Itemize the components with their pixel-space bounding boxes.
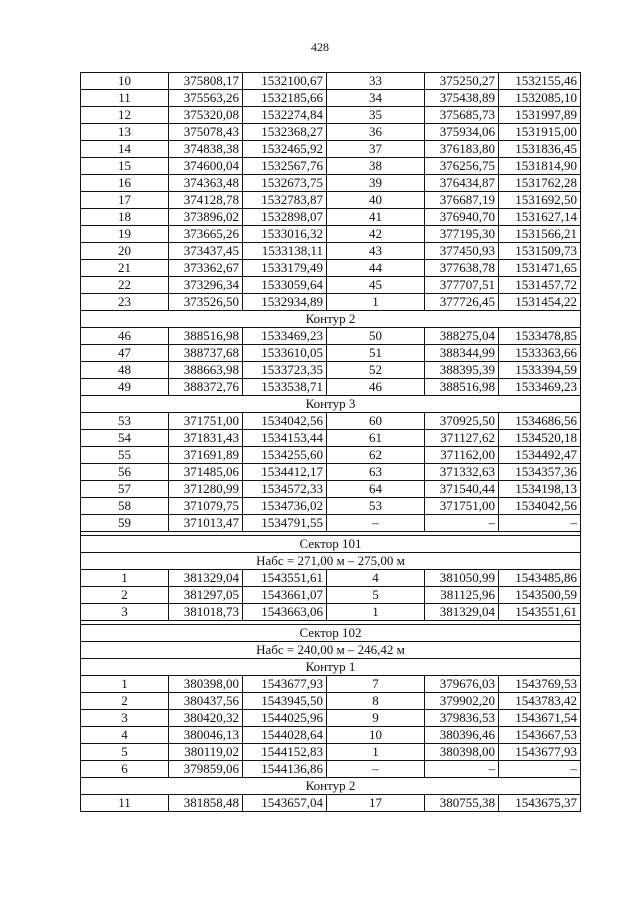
- y-coordinate-cell: 1543551,61: [243, 570, 327, 587]
- point-number-cell: 44: [327, 260, 425, 277]
- y-coordinate-cell: 1544025,96: [243, 710, 327, 727]
- point-number-cell: 55: [81, 447, 169, 464]
- x-coordinate-cell: 380119,02: [169, 744, 243, 761]
- x-coordinate-cell: 377638,78: [425, 260, 499, 277]
- x-coordinate-cell: 381329,04: [425, 604, 499, 621]
- table-row: [81, 209, 581, 226]
- point-number-cell: 5: [327, 587, 425, 604]
- x-coordinate-cell: 374128,78: [169, 192, 243, 209]
- point-number-cell: 18: [81, 209, 169, 226]
- point-number-cell: 60: [327, 413, 425, 430]
- x-coordinate-cell: 373296,34: [169, 277, 243, 294]
- point-number-cell: 64: [327, 481, 425, 498]
- x-coordinate-cell: 381018,73: [169, 604, 243, 621]
- y-coordinate-cell: 1543769,53: [499, 676, 581, 693]
- x-coordinate-cell: 388344,99: [425, 345, 499, 362]
- point-number-cell: 16: [81, 175, 169, 192]
- table-row: [81, 604, 581, 621]
- x-coordinate-cell: 377450,93: [425, 243, 499, 260]
- x-coordinate-cell: 380420,32: [169, 710, 243, 727]
- x-coordinate-cell: 373437,45: [169, 243, 243, 260]
- point-number-cell: 48: [81, 362, 169, 379]
- x-coordinate-cell: –: [425, 515, 499, 532]
- table-row: [81, 379, 581, 396]
- section-header: Сектор 101: [81, 536, 581, 553]
- y-coordinate-cell: 1533394,59: [499, 362, 581, 379]
- y-coordinate-cell: 1533610,05: [243, 345, 327, 362]
- y-coordinate-cell: 1534153,44: [243, 430, 327, 447]
- point-number-cell: 1: [81, 570, 169, 587]
- x-coordinate-cell: 375438,89: [425, 90, 499, 107]
- point-number-cell: 61: [327, 430, 425, 447]
- point-number-cell: 39: [327, 175, 425, 192]
- y-coordinate-cell: 1532673,75: [243, 175, 327, 192]
- section-header: Контур 2: [81, 311, 581, 328]
- point-number-cell: 1: [327, 744, 425, 761]
- point-number-cell: 8: [327, 693, 425, 710]
- table-row: [81, 570, 581, 587]
- x-coordinate-cell: 371162,00: [425, 447, 499, 464]
- x-coordinate-cell: 375320,08: [169, 107, 243, 124]
- point-number-cell: 11: [81, 90, 169, 107]
- y-coordinate-cell: 1533478,85: [499, 328, 581, 345]
- y-coordinate-cell: 1534520,18: [499, 430, 581, 447]
- y-coordinate-cell: 1543667,53: [499, 727, 581, 744]
- point-number-cell: 49: [81, 379, 169, 396]
- table-row: [81, 345, 581, 362]
- y-coordinate-cell: 1532155,46: [499, 73, 581, 90]
- y-coordinate-cell: 1534255,60: [243, 447, 327, 464]
- x-coordinate-cell: 373665,26: [169, 226, 243, 243]
- x-coordinate-cell: 371013,47: [169, 515, 243, 532]
- y-coordinate-cell: 1532567,76: [243, 158, 327, 175]
- table-row: [81, 73, 581, 90]
- table-row: [81, 260, 581, 277]
- y-coordinate-cell: 1543485,86: [499, 570, 581, 587]
- y-coordinate-cell: 1533723,35: [243, 362, 327, 379]
- x-coordinate-cell: 388516,98: [425, 379, 499, 396]
- table-row: [81, 175, 581, 192]
- y-coordinate-cell: –: [499, 761, 581, 778]
- y-coordinate-cell: 1531836,45: [499, 141, 581, 158]
- point-number-cell: 17: [81, 192, 169, 209]
- point-number-cell: –: [327, 515, 425, 532]
- x-coordinate-cell: 380398,00: [425, 744, 499, 761]
- y-coordinate-cell: 1533538,71: [243, 379, 327, 396]
- point-number-cell: 50: [327, 328, 425, 345]
- x-coordinate-cell: 371751,00: [425, 498, 499, 515]
- y-coordinate-cell: 1534686,56: [499, 413, 581, 430]
- point-number-cell: –: [327, 761, 425, 778]
- y-coordinate-cell: 1534042,56: [499, 498, 581, 515]
- section-header-row: [81, 659, 581, 676]
- y-coordinate-cell: 1543657,04: [243, 795, 327, 812]
- x-coordinate-cell: 379836,53: [425, 710, 499, 727]
- y-coordinate-cell: 1533059,64: [243, 277, 327, 294]
- section-header-row: [81, 778, 581, 795]
- y-coordinate-cell: 1534736,02: [243, 498, 327, 515]
- point-number-cell: 51: [327, 345, 425, 362]
- y-coordinate-cell: 1534412,17: [243, 464, 327, 481]
- x-coordinate-cell: 374363,48: [169, 175, 243, 192]
- x-coordinate-cell: 373526,50: [169, 294, 243, 311]
- point-number-cell: 43: [327, 243, 425, 260]
- y-coordinate-cell: 1543677,93: [243, 676, 327, 693]
- table-row: [81, 481, 581, 498]
- y-coordinate-cell: 1532368,27: [243, 124, 327, 141]
- x-coordinate-cell: 380437,56: [169, 693, 243, 710]
- table-row: [81, 727, 581, 744]
- y-coordinate-cell: 1544152,83: [243, 744, 327, 761]
- table-row: [81, 761, 581, 778]
- x-coordinate-cell: 380398,00: [169, 676, 243, 693]
- point-number-cell: 4: [81, 727, 169, 744]
- x-coordinate-cell: 376434,87: [425, 175, 499, 192]
- y-coordinate-cell: 1531509,73: [499, 243, 581, 260]
- x-coordinate-cell: 370925,50: [425, 413, 499, 430]
- point-number-cell: 11: [81, 795, 169, 812]
- x-coordinate-cell: 376687,19: [425, 192, 499, 209]
- point-number-cell: 56: [81, 464, 169, 481]
- point-number-cell: 42: [327, 226, 425, 243]
- x-coordinate-cell: 376940,70: [425, 209, 499, 226]
- x-coordinate-cell: 388663,98: [169, 362, 243, 379]
- x-coordinate-cell: 375808,17: [169, 73, 243, 90]
- y-coordinate-cell: 1532100,67: [243, 73, 327, 90]
- x-coordinate-cell: 388395,39: [425, 362, 499, 379]
- y-coordinate-cell: 1532934,89: [243, 294, 327, 311]
- x-coordinate-cell: 371691,89: [169, 447, 243, 464]
- y-coordinate-cell: 1532465,92: [243, 141, 327, 158]
- point-number-cell: 38: [327, 158, 425, 175]
- point-number-cell: 63: [327, 464, 425, 481]
- x-coordinate-cell: 371079,75: [169, 498, 243, 515]
- y-coordinate-cell: 1543677,93: [499, 744, 581, 761]
- table-row: [81, 430, 581, 447]
- y-coordinate-cell: 1534357,36: [499, 464, 581, 481]
- table-row: [81, 141, 581, 158]
- section-header: Сектор 102: [81, 625, 581, 642]
- table-row: [81, 158, 581, 175]
- y-coordinate-cell: 1534042,56: [243, 413, 327, 430]
- y-coordinate-cell: 1531457,72: [499, 277, 581, 294]
- table-row: [81, 90, 581, 107]
- table-row: [81, 294, 581, 311]
- point-number-cell: 33: [327, 73, 425, 90]
- y-coordinate-cell: 1531627,14: [499, 209, 581, 226]
- table-row: [81, 226, 581, 243]
- point-number-cell: 20: [81, 243, 169, 260]
- table-row: [81, 676, 581, 693]
- point-number-cell: 46: [327, 379, 425, 396]
- point-number-cell: 2: [81, 587, 169, 604]
- x-coordinate-cell: 388516,98: [169, 328, 243, 345]
- x-coordinate-cell: 377195,30: [425, 226, 499, 243]
- point-number-cell: 4: [327, 570, 425, 587]
- point-number-cell: 3: [81, 710, 169, 727]
- x-coordinate-cell: 373896,02: [169, 209, 243, 226]
- y-coordinate-cell: 1533363,66: [499, 345, 581, 362]
- table-row: [81, 515, 581, 532]
- y-coordinate-cell: 1543783,42: [499, 693, 581, 710]
- x-coordinate-cell: 388372,76: [169, 379, 243, 396]
- x-coordinate-cell: 371831,43: [169, 430, 243, 447]
- y-coordinate-cell: 1531997,89: [499, 107, 581, 124]
- table-row: [81, 107, 581, 124]
- point-number-cell: 10: [327, 727, 425, 744]
- x-coordinate-cell: 374600,04: [169, 158, 243, 175]
- x-coordinate-cell: 373362,67: [169, 260, 243, 277]
- point-number-cell: 59: [81, 515, 169, 532]
- point-number-cell: 21: [81, 260, 169, 277]
- section-header-row: [81, 536, 581, 553]
- x-coordinate-cell: 375934,06: [425, 124, 499, 141]
- table-row: [81, 328, 581, 345]
- y-coordinate-cell: 1544028,64: [243, 727, 327, 744]
- point-number-cell: 3: [81, 604, 169, 621]
- x-coordinate-cell: 371540,44: [425, 481, 499, 498]
- y-coordinate-cell: 1532783,87: [243, 192, 327, 209]
- coordinates-table: [80, 72, 581, 812]
- point-number-cell: 1: [81, 676, 169, 693]
- table-row: [81, 587, 581, 604]
- x-coordinate-cell: 371751,00: [169, 413, 243, 430]
- y-coordinate-cell: 1543551,61: [499, 604, 581, 621]
- section-header-row: [81, 625, 581, 642]
- point-number-cell: 9: [327, 710, 425, 727]
- x-coordinate-cell: 379676,03: [425, 676, 499, 693]
- point-number-cell: 53: [327, 498, 425, 515]
- point-number-cell: 62: [327, 447, 425, 464]
- point-number-cell: 13: [81, 124, 169, 141]
- x-coordinate-cell: 381297,05: [169, 587, 243, 604]
- y-coordinate-cell: 1543945,50: [243, 693, 327, 710]
- point-number-cell: 57: [81, 481, 169, 498]
- x-coordinate-cell: 375685,73: [425, 107, 499, 124]
- x-coordinate-cell: 375250,27: [425, 73, 499, 90]
- section-header-row: [81, 642, 581, 659]
- y-coordinate-cell: 1543663,06: [243, 604, 327, 621]
- table-row: [81, 498, 581, 515]
- point-number-cell: 53: [81, 413, 169, 430]
- point-number-cell: 41: [327, 209, 425, 226]
- y-coordinate-cell: 1531762,28: [499, 175, 581, 192]
- point-number-cell: 58: [81, 498, 169, 515]
- x-coordinate-cell: 376183,80: [425, 141, 499, 158]
- y-coordinate-cell: 1531566,21: [499, 226, 581, 243]
- table-row: [81, 447, 581, 464]
- y-coordinate-cell: 1534198,13: [499, 481, 581, 498]
- x-coordinate-cell: 379902,20: [425, 693, 499, 710]
- table-row: [81, 413, 581, 430]
- table-row: [81, 277, 581, 294]
- page-number: 428: [311, 40, 329, 54]
- point-number-cell: 7: [327, 676, 425, 693]
- y-coordinate-cell: 1531471,65: [499, 260, 581, 277]
- point-number-cell: 36: [327, 124, 425, 141]
- y-coordinate-cell: 1543675,37: [499, 795, 581, 812]
- x-coordinate-cell: 377707,51: [425, 277, 499, 294]
- point-number-cell: 23: [81, 294, 169, 311]
- y-coordinate-cell: 1532085,10: [499, 90, 581, 107]
- section-header: Контур 3: [81, 396, 581, 413]
- table-row: [81, 795, 581, 812]
- point-number-cell: 37: [327, 141, 425, 158]
- point-number-cell: 19: [81, 226, 169, 243]
- x-coordinate-cell: 381050,99: [425, 570, 499, 587]
- x-coordinate-cell: 377726,45: [425, 294, 499, 311]
- x-coordinate-cell: 381329,04: [169, 570, 243, 587]
- x-coordinate-cell: 374838,38: [169, 141, 243, 158]
- x-coordinate-cell: 371280,99: [169, 481, 243, 498]
- y-coordinate-cell: 1534492,47: [499, 447, 581, 464]
- point-number-cell: 54: [81, 430, 169, 447]
- y-coordinate-cell: 1533016,32: [243, 226, 327, 243]
- y-coordinate-cell: 1532274,84: [243, 107, 327, 124]
- y-coordinate-cell: 1544136,86: [243, 761, 327, 778]
- x-coordinate-cell: 380755,38: [425, 795, 499, 812]
- y-coordinate-cell: 1533138,11: [243, 243, 327, 260]
- x-coordinate-cell: 388737,68: [169, 345, 243, 362]
- y-coordinate-cell: 1532185,66: [243, 90, 327, 107]
- x-coordinate-cell: 371485,06: [169, 464, 243, 481]
- y-coordinate-cell: 1543500,59: [499, 587, 581, 604]
- section-header: Набс = 240,00 м – 246,42 м: [81, 642, 581, 659]
- y-coordinate-cell: 1531692,50: [499, 192, 581, 209]
- point-number-cell: 1: [327, 604, 425, 621]
- section-header: Контур 2: [81, 778, 581, 795]
- y-coordinate-cell: 1531454,22: [499, 294, 581, 311]
- point-number-cell: 15: [81, 158, 169, 175]
- point-number-cell: 40: [327, 192, 425, 209]
- section-header: Контур 1: [81, 659, 581, 676]
- y-coordinate-cell: 1531915,00: [499, 124, 581, 141]
- x-coordinate-cell: 371332,63: [425, 464, 499, 481]
- x-coordinate-cell: 381125,96: [425, 587, 499, 604]
- y-coordinate-cell: 1534791,55: [243, 515, 327, 532]
- point-number-cell: 22: [81, 277, 169, 294]
- y-coordinate-cell: 1532898,07: [243, 209, 327, 226]
- x-coordinate-cell: 381858,48: [169, 795, 243, 812]
- point-number-cell: 35: [327, 107, 425, 124]
- y-coordinate-cell: 1543671,54: [499, 710, 581, 727]
- section-header: Набс = 271,00 м – 275,00 м: [81, 553, 581, 570]
- y-coordinate-cell: 1533179,49: [243, 260, 327, 277]
- x-coordinate-cell: 388275,04: [425, 328, 499, 345]
- x-coordinate-cell: 375563,26: [169, 90, 243, 107]
- table-row: [81, 464, 581, 481]
- table-row: [81, 124, 581, 141]
- point-number-cell: 12: [81, 107, 169, 124]
- table-row: [81, 744, 581, 761]
- y-coordinate-cell: 1543661,07: [243, 587, 327, 604]
- x-coordinate-cell: 371127,62: [425, 430, 499, 447]
- point-number-cell: 17: [327, 795, 425, 812]
- section-header-row: [81, 396, 581, 413]
- point-number-cell: 5: [81, 744, 169, 761]
- x-coordinate-cell: 379859,06: [169, 761, 243, 778]
- y-coordinate-cell: –: [499, 515, 581, 532]
- y-coordinate-cell: 1531814,90: [499, 158, 581, 175]
- point-number-cell: 1: [327, 294, 425, 311]
- x-coordinate-cell: 376256,75: [425, 158, 499, 175]
- point-number-cell: 45: [327, 277, 425, 294]
- point-number-cell: 14: [81, 141, 169, 158]
- y-coordinate-cell: 1533469,23: [499, 379, 581, 396]
- section-header-row: [81, 311, 581, 328]
- y-coordinate-cell: 1534572,33: [243, 481, 327, 498]
- coordinates-table-body: [81, 73, 581, 812]
- point-number-cell: 52: [327, 362, 425, 379]
- table-row: [81, 243, 581, 260]
- table-row: [81, 710, 581, 727]
- point-number-cell: 46: [81, 328, 169, 345]
- point-number-cell: 10: [81, 73, 169, 90]
- x-coordinate-cell: 380046,13: [169, 727, 243, 744]
- x-coordinate-cell: 380396,46: [425, 727, 499, 744]
- table-row: [81, 693, 581, 710]
- x-coordinate-cell: 375078,43: [169, 124, 243, 141]
- section-header-row: [81, 553, 581, 570]
- table-row: [81, 192, 581, 209]
- x-coordinate-cell: –: [425, 761, 499, 778]
- table-row: [81, 362, 581, 379]
- point-number-cell: 47: [81, 345, 169, 362]
- point-number-cell: 34: [327, 90, 425, 107]
- y-coordinate-cell: 1533469,23: [243, 328, 327, 345]
- point-number-cell: 6: [81, 761, 169, 778]
- point-number-cell: 2: [81, 693, 169, 710]
